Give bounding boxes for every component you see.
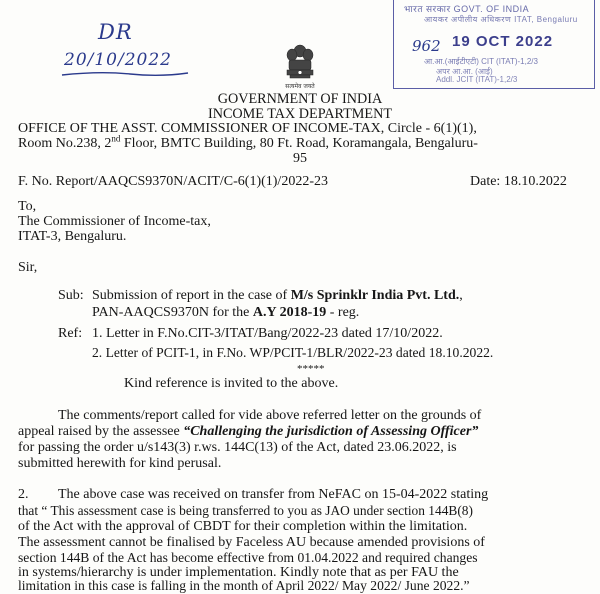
file-number: F. No. Report/AAQCS9370N/ACIT/C-6(1)(1)/2022-23 [18, 174, 328, 189]
para2-line6: in systems/hierarchy is under implementation. Kindly note that as per FAU the [18, 565, 459, 580]
para2-line3: of the Act with the approval of CBDT for their completion within the limitation. [18, 519, 468, 534]
kind-reference: Kind reference is invited to the above. [124, 376, 339, 391]
para2-line7: limitation in this case is falling in the month of April 2022/ May 2022/ June 2022.” [18, 578, 470, 593]
stamp-cit-text: आ.आ.(आईटीएटी) CIT (ITAT)-1,2/3 [424, 57, 538, 66]
para2-line2: that “ This assessment case is being transferred to you as JAO under section 144B(8) [18, 503, 473, 518]
address-line1: The Commissioner of Income-tax, [18, 214, 211, 229]
ref-item-1: 1. Letter in F.No.CIT-3/ITAT/Bang/2022-23 dated 17/10/2022. [92, 326, 443, 341]
subject-line2: PAN-AAQCS9370N for the A.Y 2018-19 - reg. [92, 305, 360, 320]
handwritten-initials: DR [98, 20, 133, 44]
para1-line1: The comments/report called for vide above referred letter on the grounds of [58, 408, 482, 423]
para1-line2: appeal raised by the assessee “Challenging the jurisdiction of Assessing Officer” [18, 424, 479, 439]
header-department: INCOME TAX DEPARTMENT [207, 106, 393, 122]
handwritten-date: 20/10/2022 [64, 50, 172, 70]
stamp-addl-text: Addl. JCIT (ITAT)-1,2/3 [436, 75, 518, 84]
stamp-office-text: आयकर अपीलीय अधिकरण ITAT, Bengaluru [424, 15, 578, 24]
para1-line3: for passing the order u/s143(3) r.ws. 144C(13) of the Act, dated 23.06.2022, is [18, 440, 457, 455]
separator: ***** [297, 363, 325, 375]
header-govt: GOVERNMENT OF INDIA [217, 91, 383, 107]
subject-line1: Submission of report in the case of M/s Sprinklr India Pvt. Ltd., [92, 288, 463, 303]
address-line2: ITAT-3, Bengaluru. [18, 229, 127, 244]
ref-item-2: 2. Letter of PCIT-1, in F.No. WP/PCIT-1/BLR/2022-23 dated 18.10.2022. [92, 345, 494, 360]
address-to: To, [18, 199, 37, 214]
letter-date: Date: 18.10.2022 [470, 174, 567, 189]
stamp-govt-text: भारत सरकार GOVT. OF INDIA [404, 4, 530, 14]
received-stamp [393, 0, 595, 89]
para2-number: 2. [18, 487, 29, 502]
stamp-inward-number: 962 [412, 37, 441, 55]
salutation: Sir, [18, 260, 38, 275]
stamp-received-date: 19 OCT 2022 [452, 33, 554, 50]
stamp-addl-hindi-text: अपर आ.आ. (आई) [436, 67, 493, 76]
para2-line5: section 144B of the Act has become effective from 01.04.2022 and required changes [18, 550, 478, 565]
svg-text:सत्यमेव जयते: सत्यमेव जयते [285, 83, 315, 90]
ref-label: Ref: [58, 326, 83, 341]
subject-label: Sub: [58, 288, 84, 303]
national-emblem-icon [282, 42, 318, 92]
para2-line1: The above case was received on transfer from NeFAC on 15-04-2022 stating [58, 487, 489, 502]
para2-line4: The assessment cannot be finalised by Faceless AU because amended provisions of [18, 535, 485, 550]
header-address: Room No.238, 2nd Floor, BMTC Building, 80 Ft. Road, Koramangala, Bengaluru- [18, 133, 478, 151]
para1-line4: submitted herewith for kind perusal. [18, 456, 222, 471]
header-office: OFFICE OF THE ASST. COMMISSIONER OF INCOME-TAX, Circle - 6(1)(1), [18, 121, 477, 136]
handwritten-underline [60, 70, 190, 78]
header-pincode: 95 [293, 151, 307, 166]
